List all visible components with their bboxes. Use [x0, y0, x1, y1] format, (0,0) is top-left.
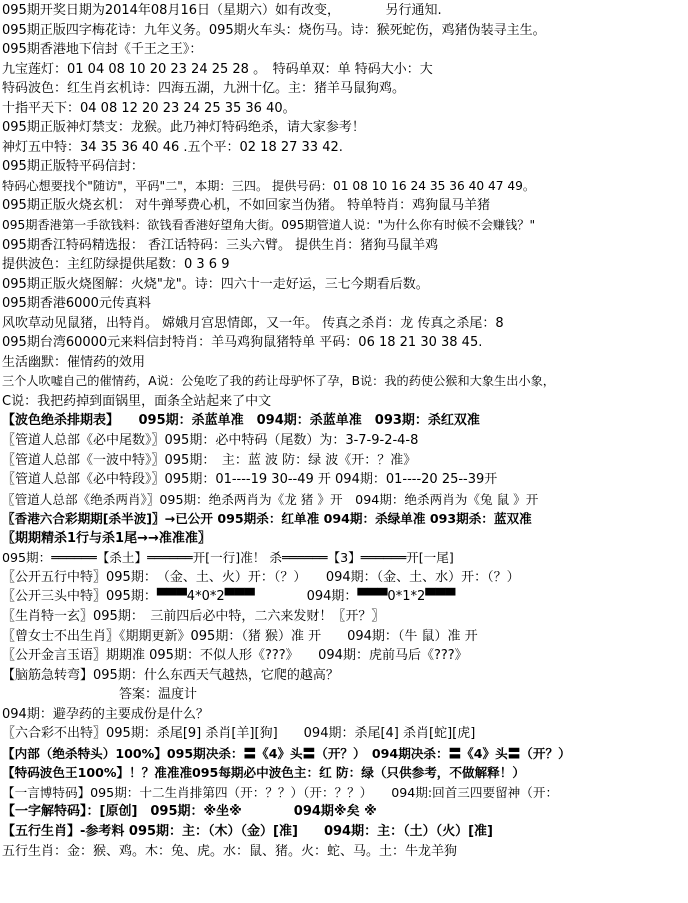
text-line-fire-diagram: 095期正版火烧图解：火烧"龙"。诗：四六十一走好运，三七今期看后数。 [2, 276, 429, 292]
text-line-special-envelope: 095期正版特平码信封： [2, 159, 144, 175]
text-line-one-char: 【一字解特码】：[原创] 095期：※坐※ 094期※矣 ※ [2, 804, 377, 820]
text-line-riddle: 【脑筋急转弯】095期：什么东西天气越热，它爬的越高？ [2, 667, 339, 683]
text-line-lamp-ban: 095期正版神灯禁支：龙猴。此乃神灯特码绝杀，请大家参考！ [2, 120, 365, 136]
text-line-five-zodiac: 【五行生肖】-参考料 095期：主：（木）（金）[准] 094期：主：（土）（火）[准] [2, 823, 493, 839]
text-line-riddle-answer: 答案：温度计 [2, 687, 198, 703]
text-line-kill-element-tail: 095期：══════【杀土】══════开[一行]准！ 杀══════【3】══════开[一尾] [2, 550, 454, 566]
text-line-provide-tail: 提供波色：主红防绿提供尾数：0 3 6 9 [2, 257, 230, 273]
text-line-special-heart: 特码心想要找个"随访"，平码"二"，本期：三四。 提供号码：01 08 10 16 24 35 36 40 47 49。 [2, 178, 536, 193]
text-line-kill-row-title: 〖期期精杀1行与杀1尾→→准准准〗 [2, 530, 211, 546]
text-line-hk-fax: 095期香港6000元传真料 [2, 296, 151, 312]
text-line-wave-kill-table: 【波色绝杀排期表】 095期：杀蓝单准 094期：杀蓝单准 093期：杀红双准 [2, 413, 480, 429]
lottery-info-sheet [2, 1, 686, 861]
text-line-plum-poem: 095期正版四字梅花诗：九年义务。095期火车头：烧伤马。诗：猴死蛇伤，鸡猪伪装寻主生。 [2, 22, 546, 38]
text-line-kill-two: 〖管道人总部《绝杀两肖》〗095期：绝杀两肖为《龙 猪 》开 094期：绝杀两肖为《兔 鼠 》开 [2, 491, 539, 507]
text-line-wave-color: 特码波色：红生肖玄机诗：四海五湖，九洲十亿。主：猪羊马鼠狗鸡。 [2, 81, 406, 97]
text-line-lamp-five: 神灯五中特：34 35 36 40 46 .五个平：02 18 27 33 42. [2, 139, 343, 155]
text-line-nine-lotus: 九宝莲灯：01 04 08 10 20 23 24 25 28 。 特码单双：单 特码大小：大 [2, 61, 433, 77]
text-line-zodiac-mystery: 〖生肖特一玄〗095期： 三前四后必中特，二六来发财！〖开？〗 [2, 608, 385, 624]
text-line-fax-poem: 风吹草动见鼠猪，出特肖。 嫦娥月宫思情郎，又一年。 传真之杀肖：龙 传真之杀尾：8 [2, 315, 504, 331]
text-line-taiwan-envelope: 095期台湾60000元来料信封特肖：羊马鸡狗鼠猪特单 平码：06 18 21 30 38 45. [2, 335, 483, 351]
text-line-draw-date: 095期开奖日期为2014年08月16日（星期六）如有改变， 另行通知. [2, 3, 442, 18]
text-line-ten-fingers: 十指平天下：04 08 12 20 23 24 25 35 36 40。 [2, 100, 296, 116]
text-line-fire-mystery: 095期正版火烧玄机： 对牛弹琴费心机，不如回家当伪猪。 特单特肖：鸡狗鼠马羊猪 [2, 198, 491, 214]
text-line-wave-king: 【特码波色王100%】！？准准准095每期必中波色主：红 防：绿（只供参考，不做解释！） [2, 765, 525, 781]
text-line-ms-zeng: 〖曾女士不出生肖〗《期期更新》095期：（猪 猴）准 开 094期：（牛 鼠）准 开 [2, 628, 478, 644]
text-line-one-wave: 〖管道人总部《一波中特》〗095期： 主：蓝 波 防：绿 波《开：？准》 [2, 452, 417, 468]
text-line-must-range: 〖管道人总部《必中特段》〗095期：01----19 30--49 开 094期：01----20 25--39开 [2, 472, 498, 488]
text-line-must-tail: 〖管道人总部《必中尾数》〗095期：必中特码（尾数）为：3-7-9-2-4-8 [2, 433, 419, 449]
text-line-first-hand: 095期香港第一手欲钱料：欲钱看香港好望角大街。095期管道人说："为什么你有时候不会赚钱？" [2, 218, 536, 233]
text-line-five-zodiac-list: 五行生肖：金：猴、鸡。木：兔、虎。水：鼠、猪。火：蛇、马。土：牛龙羊狗 [2, 843, 458, 859]
text-line-xiangjiang: 095期香江特码精选报： 香江话特码：三头六臂。 提供生肖：猪狗马鼠羊鸡 [2, 237, 439, 253]
text-line-internal-kill: 【内部（绝杀特头）100%】095期决杀：〓《4》头〓（开？） 094期决杀：〓《4》头〓（开？） [2, 745, 571, 761]
text-line-humor-body-1: 三个人吹嘘自己的催情药，A说：公兔吃了我的药让母驴怀了孕，B说：我的药使公猴和大象生出小象， [2, 374, 555, 389]
text-line-five-elements: 〖公开五行中特〗095期： （金、土、火）开：（？） 094期：（金、土、水）开：（？） [2, 569, 520, 585]
text-line-golden-words: 〖公开金言玉语〗期期准 095期：不似人形《???》 094期：虎前马后《???》 [2, 648, 468, 664]
text-line-question-094: 094期：避孕药的主要成份是什么？ [2, 706, 209, 722]
text-line-humor-title: 生活幽默：催情药的效用 [2, 354, 146, 370]
text-line-half-wave: 〖香港六合彩期期[杀半波]〗→已公开 095期杀：红单准 094期：杀绿单准 093期杀：蓝双准 [2, 511, 532, 527]
text-line-not-out: 〖六合彩不出特〗095期：杀尾[9] 杀肖[羊][狗] 094期：杀尾[4] 杀肖[蛇][虎] [2, 726, 476, 742]
text-line-three-heads: 〖公开三头中特〗095期：▀▀▀4*0*2▀▀▀ 094期：▀▀▀0*1*2▀▀▀ [2, 589, 456, 605]
text-line-one-word-bet: 【一言博特码】095期：十二生肖排第四（开：？？）（开：？？） 094期:回首三四要留神（开： [2, 784, 559, 800]
text-line-humor-body-2: C说：我把药掉到面锅里，面条全站起来了中文 [2, 393, 272, 409]
text-line-hk-envelope: 095期香港地下信封《千王之王》： [2, 42, 203, 58]
